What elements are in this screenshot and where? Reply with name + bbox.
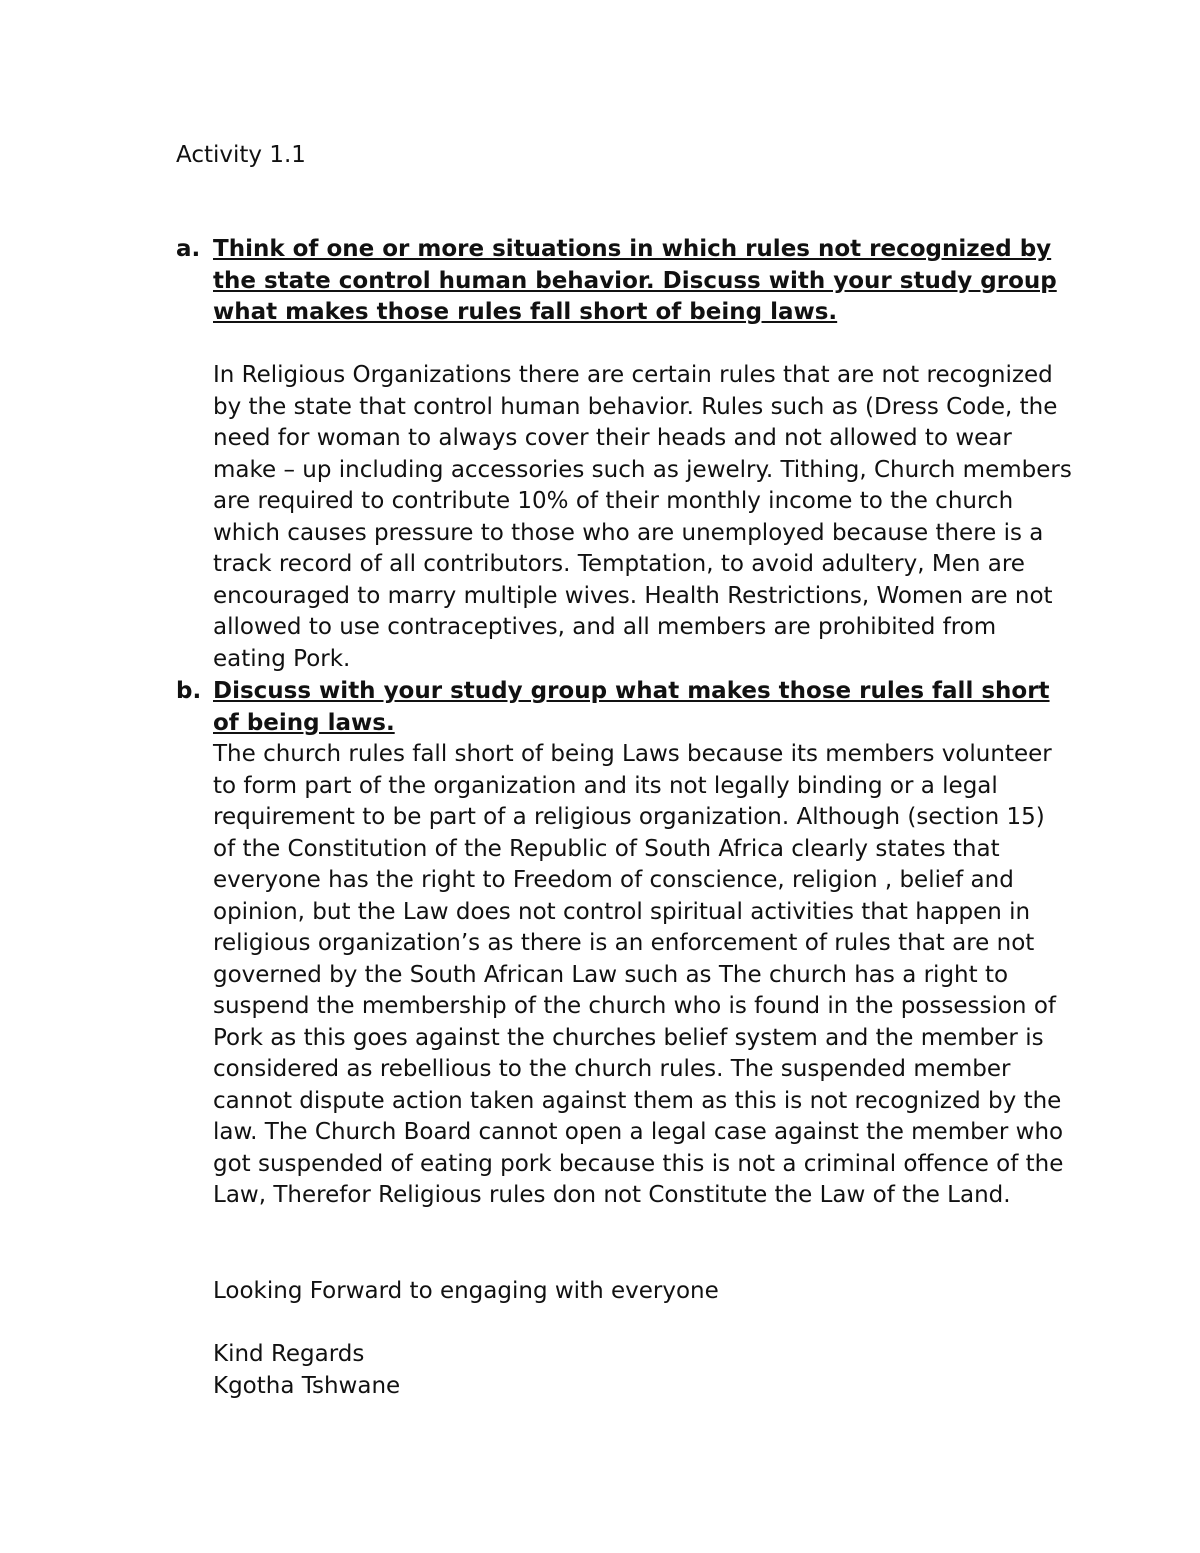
closing-line: Looking Forward to engaging with everyone bbox=[213, 1278, 719, 1304]
list-item-a bbox=[176, 234, 1076, 675]
list-item-a-content bbox=[213, 234, 1073, 675]
list-item-b-content bbox=[213, 676, 1073, 1212]
list-marker-b: b. bbox=[176, 678, 202, 704]
question-a: Think of one or more situations in which rules not recognized by the state control human behavior. Discuss with your study group what makes those rules fall short of being laws. bbox=[213, 236, 1057, 325]
answer-b: The church rules fall short of being Laws because its members volunteer to form part of the organization and its not legally binding or a legal requirement to be part of a religious organization. Although (section 15) of the Constitution of the Republic of South Africa clearly states that everyone has the right to Freedom of conscience, religion , belief and opinion, but the Law does not control spiritual activities that happen in religious organization’s as there is an enforcement of rules that are not governed by the South African Law such as The church has a right to suspend the membership of the church who is found in the possession of Pork as this goes against the churches belief system and the member is considered as rebellious to the church rules. The suspended member cannot dispute action taken against them as this is not recognized by the law. The Church Board cannot open a legal case against the member who got suspended of eating pork because this is not a criminal offence of the Law, Therefor Religious rules don not Constitute the Law of the Land. bbox=[213, 741, 1064, 1208]
list-item-b bbox=[176, 676, 1076, 1212]
signature-name: Kgotha Tshwane bbox=[213, 1373, 401, 1399]
question-b: Discuss with your study group what makes those rules fall short of being laws. bbox=[213, 678, 1050, 736]
regards-line: Kind Regards bbox=[213, 1341, 365, 1367]
document-title: Activity 1.1 bbox=[176, 142, 306, 168]
list-marker-a: a. bbox=[176, 236, 201, 262]
answer-a: In Religious Organizations there are certain rules that are not recognized by the state that control human behavior. Rules such as (Dress Code, the need for woman to always cover their heads and not allowed to wear make – up including accessories such as jewelry. Tithing, Church members are required to contribute 10% of their monthly income to the church which causes pressure to those who are unemployed because there is a track record of all contributors. Temptation, to avoid adultery, Men are encouraged to marry multiple wives. Health Restrictions, Women are not allowed to use contraceptives, and all members are prohibited from eating Pork. bbox=[213, 362, 1072, 672]
